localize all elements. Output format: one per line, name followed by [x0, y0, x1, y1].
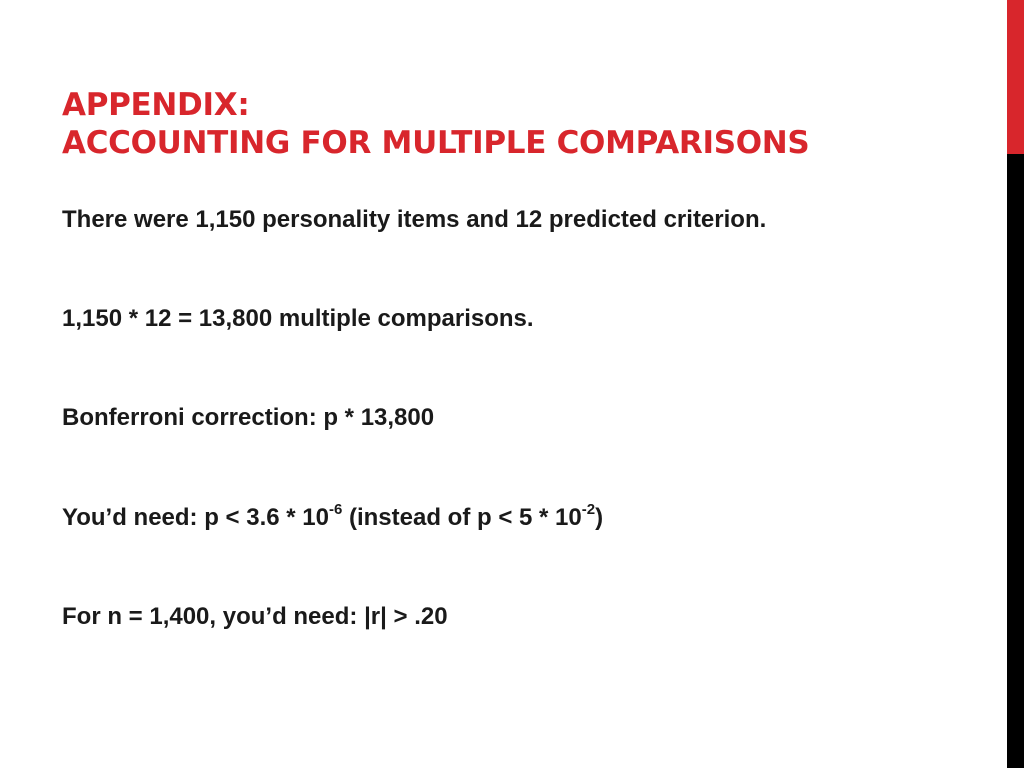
side-accent-bar: [1007, 0, 1024, 768]
p-threshold-exponent-2: -2: [581, 501, 596, 518]
body-line-items-criterion: There were 1,150 personality items and 12 predicted criterion.: [62, 206, 767, 233]
body-line-comparisons: 1,150 * 12 = 13,800 multiple comparisons.: [62, 305, 534, 332]
p-threshold-text-2: (instead of p < 5 * 10: [342, 504, 582, 531]
p-threshold-text-1: You’d need: p < 3.6 * 10: [62, 504, 329, 531]
side-accent-bar-red: [1007, 0, 1024, 154]
slide-title-line-1: APPENDIX:: [62, 87, 250, 123]
side-accent-bar-black: [1007, 154, 1024, 768]
body-line-bonferroni: Bonferroni correction: p * 13,800: [62, 404, 435, 431]
slide-title-line-2: ACCOUNTING FOR MULTIPLE COMPARISONS: [62, 125, 810, 161]
p-threshold-text-3: ): [595, 504, 604, 531]
body-line-r-threshold: For n = 1,400, you’d need: |r| > .20: [62, 603, 448, 630]
body-line-p-threshold: [62, 503, 603, 533]
slide-title: [62, 86, 962, 162]
p-threshold-exponent-1: -6: [328, 501, 343, 518]
